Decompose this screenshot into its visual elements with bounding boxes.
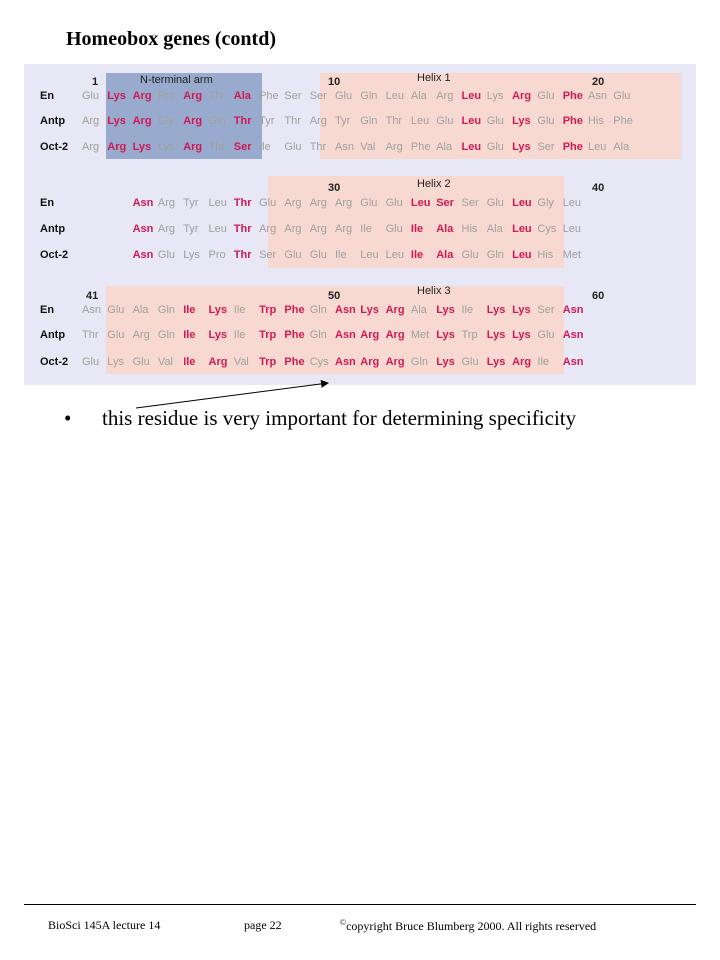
bullet-dot: • <box>64 406 72 430</box>
residue: Gln <box>360 90 378 102</box>
residue: Glu <box>537 90 555 102</box>
residue: Thr <box>233 115 252 127</box>
residue: Thr <box>208 90 225 102</box>
residue: Glu <box>259 197 277 209</box>
residue: Glu <box>486 141 504 153</box>
residue: Phe <box>410 141 431 153</box>
residue: Arg <box>183 141 203 153</box>
residue: Lys <box>486 304 506 316</box>
residue: Leu <box>512 223 532 235</box>
residue: Ile <box>537 356 550 368</box>
footer-page: page 22 <box>244 918 282 932</box>
species-label: Oct-2 <box>40 356 69 368</box>
residue: Leu <box>562 223 582 235</box>
residue: Glu <box>537 115 555 127</box>
residue: Leu <box>385 90 404 102</box>
residue: Arg <box>385 141 403 153</box>
residue: Gln <box>360 115 378 127</box>
bullet-text: this residue is very important for determining specificity <box>102 406 577 430</box>
residue: Glu <box>486 197 504 209</box>
residue: Pro <box>208 249 226 261</box>
residue: Asn <box>335 141 354 153</box>
residue: Thr <box>233 223 252 235</box>
residue: Lys <box>208 304 228 316</box>
residue: Trp <box>259 304 277 316</box>
residue: Phe <box>562 90 583 102</box>
residue: Glu <box>461 356 479 368</box>
residue: Tyr <box>183 223 199 235</box>
residue: Phe <box>259 90 279 102</box>
residue: Trp <box>259 356 277 368</box>
position-number: 50 <box>328 290 341 302</box>
residue: Ile <box>410 223 424 235</box>
species-label: Antp <box>40 329 66 341</box>
residue: Gln <box>157 304 176 316</box>
residue: Met <box>562 249 582 261</box>
position-number: 60 <box>592 290 605 302</box>
residue: Pro <box>157 90 176 102</box>
residue: Asn <box>132 223 154 235</box>
position-number: 20 <box>592 76 605 88</box>
residue: Lys <box>107 115 126 127</box>
residue: Lys <box>183 249 200 261</box>
residue: Glu <box>613 90 631 102</box>
residue: Gln <box>309 329 327 341</box>
residue: Thr <box>208 141 225 153</box>
residue: His <box>588 115 604 127</box>
residue: Lys <box>208 329 228 341</box>
residue: Lys <box>436 329 455 341</box>
residue: Leu <box>512 197 532 209</box>
copyright-symbol: © <box>340 918 347 927</box>
residue: Arg <box>436 90 454 102</box>
residue: Lys <box>360 304 379 316</box>
residue: Arg <box>132 90 152 102</box>
residue: Trp <box>461 329 478 341</box>
residue: Ser <box>461 197 479 209</box>
species-label: Oct-2 <box>40 141 69 153</box>
residue: Asn <box>335 329 356 341</box>
residue: Leu <box>410 115 430 127</box>
residue: Glu <box>461 249 479 261</box>
species-label: En <box>40 90 55 102</box>
helix-3-label: Helix 3 <box>417 285 451 297</box>
residue: Arg <box>259 223 277 235</box>
position-number: 40 <box>592 182 605 194</box>
residue: Glu <box>157 249 176 261</box>
residue: Arg <box>284 197 302 209</box>
position-number: 1 <box>92 76 99 88</box>
residue: Ile <box>259 141 271 153</box>
residue: Glu <box>82 356 100 368</box>
residue: Arg <box>132 329 150 341</box>
residue: Ala <box>613 141 630 153</box>
residue: Ile <box>335 249 347 261</box>
residue: Gln <box>157 329 176 341</box>
residue: Ala <box>486 223 503 235</box>
position-number: 10 <box>328 76 341 88</box>
residue: Glu <box>82 90 100 102</box>
residue: Glu <box>486 115 504 127</box>
residue: Leu <box>461 90 482 102</box>
residue: Trp <box>259 329 277 341</box>
residue: Gln <box>410 356 429 368</box>
residue: Phe <box>284 329 305 341</box>
position-number: 41 <box>86 290 99 302</box>
residue: Lys <box>512 115 531 127</box>
position-number: 30 <box>328 182 341 194</box>
residue: Arg <box>335 223 353 235</box>
residue: Asn <box>588 90 607 102</box>
residue: Cys <box>309 356 329 368</box>
slide-title: Homeobox genes (contd) <box>66 28 276 50</box>
residue: Gln <box>208 115 226 127</box>
footer-divider <box>24 904 696 905</box>
residue: Lys <box>512 304 531 316</box>
residue: Arg <box>82 115 100 127</box>
species-label: En <box>40 197 55 209</box>
residue: Ile <box>183 356 196 368</box>
residue: Thr <box>284 115 301 127</box>
helix-2-label: Helix 2 <box>417 178 451 190</box>
residue: Ser <box>436 197 454 209</box>
residue: Asn <box>562 304 584 316</box>
residue: Arg <box>157 223 176 235</box>
residue: Lys <box>436 356 455 368</box>
residue: Gly <box>157 115 175 127</box>
residue: Leu <box>385 249 404 261</box>
residue: Phe <box>613 115 633 127</box>
residue: Ala <box>410 304 427 316</box>
residue: Ala <box>436 141 453 153</box>
residue: Lys <box>436 304 455 316</box>
species-label: Antp <box>40 223 66 235</box>
species-label: En <box>40 304 55 316</box>
residue: Arg <box>309 115 327 127</box>
residue: Gln <box>309 304 327 316</box>
residue: Arg <box>107 141 127 153</box>
residue: Arg <box>284 223 302 235</box>
residue: Glu <box>537 329 555 341</box>
residue: Leu <box>208 223 227 235</box>
residue: Ser <box>537 304 555 316</box>
residue: Ser <box>259 249 277 261</box>
residue: Tyr <box>335 115 351 127</box>
residue: Glu <box>132 356 150 368</box>
residue: Leu <box>461 115 482 127</box>
residue: Ile <box>233 329 246 341</box>
residue: Thr <box>82 329 99 341</box>
residue: Glu <box>385 197 403 209</box>
residue: Arg <box>132 115 152 127</box>
residue: Ile <box>410 249 424 261</box>
residue: Asn <box>132 197 154 209</box>
residue: Glu <box>309 249 327 261</box>
residue: Ala <box>436 223 454 235</box>
bullet-point <box>64 406 576 431</box>
residue: Leu <box>562 197 582 209</box>
residue: Lys <box>512 141 531 153</box>
residue: Phe <box>284 356 305 368</box>
residue: Tyr <box>183 197 199 209</box>
residue: Ser <box>537 141 555 153</box>
residue: Ser <box>284 90 302 102</box>
residue: Lys <box>157 141 175 153</box>
residue: Ala <box>436 249 454 261</box>
residue: Ala <box>233 90 251 102</box>
residue: Arg <box>385 356 405 368</box>
n-terminal-arm-label: N-terminal arm <box>140 74 213 86</box>
residue: Lys <box>486 356 506 368</box>
residue: Glu <box>284 249 302 261</box>
residue: Arg <box>183 115 203 127</box>
residue: Ser <box>309 90 327 102</box>
residue: Glu <box>107 304 125 316</box>
residue: Lys <box>486 90 504 102</box>
species-label: Oct-2 <box>40 249 69 261</box>
residue: Ala <box>410 90 427 102</box>
residue: Asn <box>335 356 356 368</box>
residue: Tyr <box>259 115 275 127</box>
residue: Glu <box>436 115 454 127</box>
residue: Arg <box>309 223 327 235</box>
residue: Ile <box>233 304 246 316</box>
residue: Lys <box>107 356 125 368</box>
residue: Asn <box>562 329 584 341</box>
residue: Arg <box>512 90 532 102</box>
residue: Arg <box>183 90 203 102</box>
residue: His <box>461 223 478 235</box>
residue: Ile <box>183 304 196 316</box>
residue: Lys <box>512 329 531 341</box>
residue: Arg <box>157 197 176 209</box>
residue: Leu <box>512 249 532 261</box>
residue: Arg <box>385 329 405 341</box>
residue: Val <box>157 356 173 368</box>
residue: Asn <box>335 304 356 316</box>
residue: Ile <box>360 223 372 235</box>
residue: Ser <box>233 141 252 153</box>
residue: Lys <box>132 141 152 153</box>
residue: Arg <box>360 329 380 341</box>
residue: Asn <box>82 304 101 316</box>
residue: Thr <box>233 249 252 261</box>
residue: Gln <box>486 249 504 261</box>
residue: Leu <box>360 249 379 261</box>
residue: Lys <box>486 329 506 341</box>
residue: Ile <box>183 329 196 341</box>
residue: Thr <box>385 115 403 127</box>
residue: Arg <box>385 304 405 316</box>
residue: Lys <box>107 90 126 102</box>
residue: Ala <box>132 304 149 316</box>
residue: Glu <box>107 329 125 341</box>
residue: Thr <box>309 141 327 153</box>
residue: Leu <box>410 197 431 209</box>
residue: Arg <box>360 356 380 368</box>
residue: Arg <box>82 141 100 153</box>
residue: Asn <box>132 249 154 261</box>
residue: Arg <box>512 356 532 368</box>
residue: Val <box>233 356 249 368</box>
residue: Glu <box>385 223 403 235</box>
residue: Phe <box>284 304 305 316</box>
residue: Arg <box>208 356 228 368</box>
residue: Cys <box>537 223 557 235</box>
residue: Thr <box>233 197 252 209</box>
residue: Ile <box>461 304 474 316</box>
residue: Leu <box>461 141 482 153</box>
footer-course: BioSci 145A lecture 14 <box>48 918 161 932</box>
residue: Val <box>360 141 376 153</box>
residue: Phe <box>562 141 583 153</box>
species-label: Antp <box>40 115 66 127</box>
residue: Glu <box>360 197 378 209</box>
residue: Leu <box>208 197 227 209</box>
residue: Asn <box>562 356 584 368</box>
residue: Gly <box>537 197 554 209</box>
helix-1-label: Helix 1 <box>417 72 451 84</box>
residue: Met <box>410 329 430 341</box>
copyright-text: copyright Bruce Blumberg 2000. All rights reserved <box>346 919 597 933</box>
residue: Arg <box>309 197 327 209</box>
residue: Glu <box>284 141 302 153</box>
residue: Glu <box>335 90 353 102</box>
residue: Leu <box>588 141 607 153</box>
residue: Arg <box>335 197 353 209</box>
footer-copyright <box>340 918 596 934</box>
residue: Phe <box>562 115 583 127</box>
residue: His <box>537 249 554 261</box>
